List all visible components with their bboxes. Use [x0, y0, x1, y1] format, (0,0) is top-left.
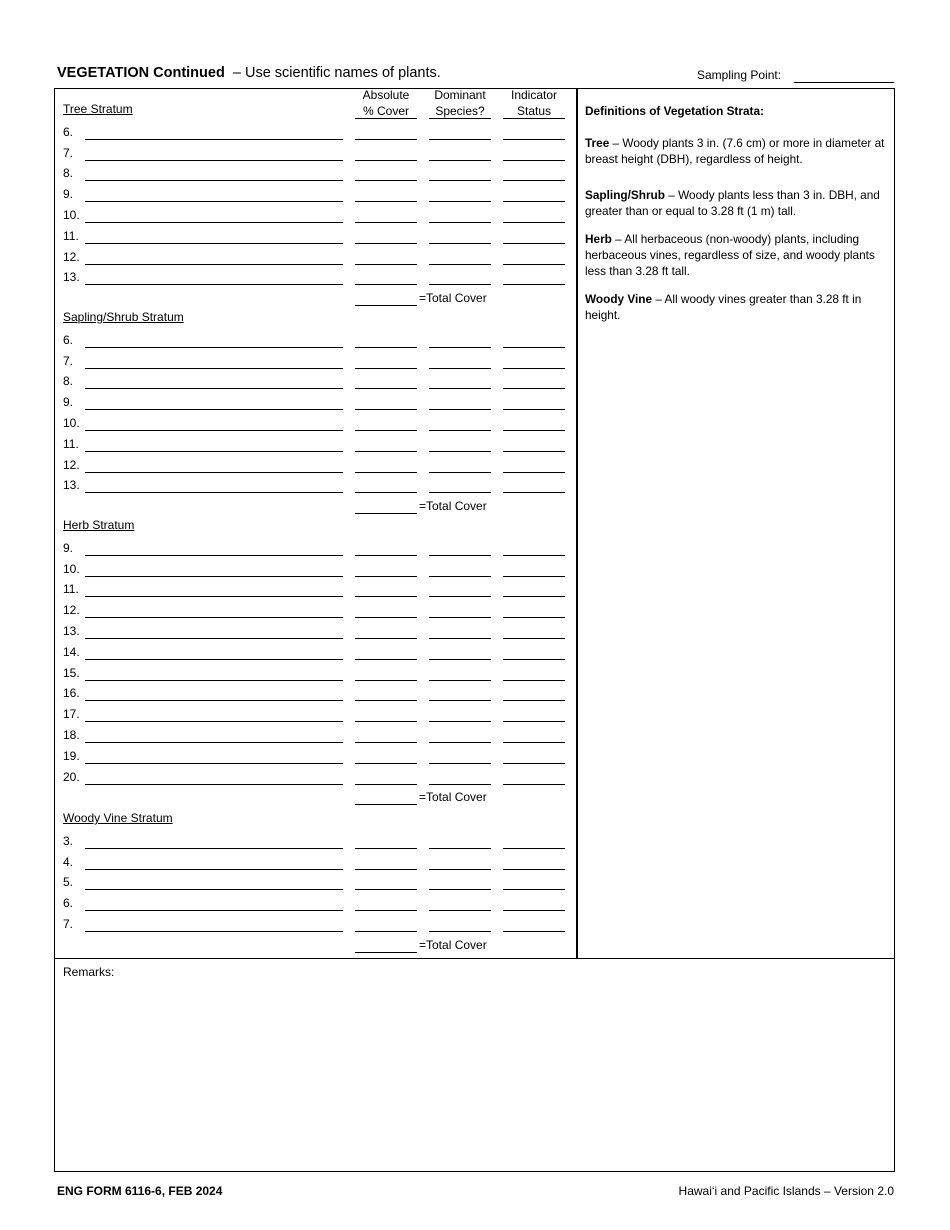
herb-row-number: 20.	[63, 769, 80, 784]
sapling-shrub-indicator-status-field[interactable]	[503, 368, 565, 369]
woody-vine-absolute-cover-field[interactable]	[355, 869, 417, 870]
herb-indicator-status-field[interactable]	[503, 638, 565, 639]
herb-absolute-cover-field[interactable]	[355, 638, 417, 639]
sapling-shrub-species-name-field[interactable]	[85, 347, 343, 348]
tree-dominant-species-field[interactable]	[429, 180, 491, 181]
tree-dominant-species-field[interactable]	[429, 264, 491, 265]
sapling-shrub-absolute-cover-field[interactable]	[355, 368, 417, 369]
header-dominant-species-line1: Dominant	[434, 88, 486, 102]
woody-vine-species-name-field[interactable]	[85, 910, 343, 911]
sapling-shrub-absolute-cover-field[interactable]	[355, 492, 417, 493]
sapling-shrub-dominant-species-field[interactable]	[429, 430, 491, 431]
herb-total-cover-field[interactable]	[355, 804, 417, 805]
definition-sapling-shrub-term: Sapling/Shrub	[585, 188, 665, 202]
tree-total-cover-field[interactable]	[355, 305, 417, 306]
tree-species-name-field[interactable]	[85, 243, 343, 244]
page-title-bold: VEGETATION Continued	[57, 65, 225, 81]
sapling-shrub-dominant-species-field[interactable]	[429, 347, 491, 348]
tree-species-name-field[interactable]	[85, 160, 343, 161]
herb-species-name-field[interactable]	[85, 638, 343, 639]
sapling-shrub-absolute-cover-field[interactable]	[355, 388, 417, 389]
tree-indicator-status-field[interactable]	[503, 264, 565, 265]
tree-row-number: 11.	[63, 228, 79, 243]
tree-species-name-field[interactable]	[85, 201, 343, 202]
woody-vine-row-number: 7.	[63, 917, 74, 931]
sapling-shrub-dominant-species-field[interactable]	[429, 472, 491, 473]
tree-species-name-field[interactable]	[85, 139, 343, 140]
tree-indicator-status-field[interactable]	[503, 180, 565, 181]
herb-dominant-species-field[interactable]	[429, 596, 491, 597]
woody-vine-species-name-field[interactable]	[85, 869, 343, 870]
tree-species-name-field[interactable]	[85, 180, 343, 181]
tree-indicator-status-field[interactable]	[503, 243, 565, 244]
sapling-shrub-indicator-status-field[interactable]	[503, 472, 565, 473]
herb-species-name-field[interactable]	[85, 555, 343, 556]
herb-absolute-cover-field[interactable]	[355, 596, 417, 597]
sapling-shrub-species-name-field[interactable]	[85, 492, 343, 493]
herb-row-number: 13.	[63, 624, 80, 638]
woody-vine-indicator-status-field[interactable]	[503, 910, 565, 911]
sapling-shrub-row-number: 8.	[63, 374, 74, 389]
herb-absolute-cover-field[interactable]	[355, 763, 417, 764]
herb-indicator-status-field[interactable]	[503, 596, 565, 597]
herb-row-number: 11.	[63, 582, 79, 597]
herb-indicator-status-field[interactable]	[503, 742, 565, 743]
herb-row-number: 19.	[63, 748, 80, 763]
definition-sapling-shrub-text: – Woody plants less than 3 in. DBH, and greater than or equal to 3.28 ft (1 m) tall.	[585, 188, 880, 218]
herb-row-number: 16.	[63, 686, 80, 701]
sapling-shrub-dominant-species-field[interactable]	[429, 492, 491, 493]
tree-row-number: 10.	[63, 208, 80, 222]
tree-total-cover-label: =Total Cover	[419, 291, 487, 306]
tree-species-name-field[interactable]	[85, 284, 343, 285]
sapling-shrub-indicator-status-field[interactable]	[503, 492, 565, 493]
header-indicator-status-line1: Indicator	[510, 88, 558, 102]
herb-species-name-field[interactable]	[85, 617, 343, 618]
sapling-shrub-absolute-cover-field[interactable]	[355, 472, 417, 473]
herb-indicator-status-field[interactable]	[503, 721, 565, 722]
herb-dominant-species-field[interactable]	[429, 555, 491, 556]
woody-vine-dominant-species-field[interactable]	[429, 931, 491, 932]
sapling-shrub-absolute-cover-field[interactable]	[355, 430, 417, 431]
herb-dominant-species-field[interactable]	[429, 617, 491, 618]
herb-stratum-title: Herb Stratum	[63, 518, 135, 532]
woody-vine-row-number: 4.	[63, 854, 74, 869]
herb-absolute-cover-field[interactable]	[355, 700, 417, 701]
tree-dominant-species-field[interactable]	[429, 222, 491, 223]
header-absolute-cover	[355, 87, 417, 119]
header-absolute-cover-line1: Absolute	[362, 88, 410, 102]
sapling-shrub-indicator-status-field[interactable]	[503, 347, 565, 348]
herb-indicator-status-field[interactable]	[503, 576, 565, 577]
tree-dominant-species-field[interactable]	[429, 243, 491, 244]
tree-row-number: 13.	[63, 270, 80, 285]
herb-dominant-species-field[interactable]	[429, 680, 491, 681]
definition-herb-term: Herb	[585, 232, 612, 246]
tree-indicator-status-field[interactable]	[503, 139, 565, 140]
tree-dominant-species-field[interactable]	[429, 201, 491, 202]
herb-absolute-cover-field[interactable]	[355, 742, 417, 743]
definition-tree-text: – Woody plants 3 in. (7.6 cm) or more in diameter at breast height (DBH), regardless of height.	[585, 136, 885, 166]
sapling-shrub-stratum-title: Sapling/Shrub Stratum	[63, 310, 184, 324]
tree-absolute-cover-field[interactable]	[355, 160, 417, 161]
sampling-point-field[interactable]	[794, 82, 894, 83]
remarks-divider	[54, 958, 895, 959]
sampling-point-label: Sampling Point:	[697, 68, 782, 82]
tree-species-name-field[interactable]	[85, 222, 343, 223]
herb-indicator-status-field[interactable]	[503, 680, 565, 681]
header-absolute-cover-rule	[355, 118, 417, 119]
herb-indicator-status-field[interactable]	[503, 700, 565, 701]
herb-absolute-cover-field[interactable]	[355, 576, 417, 577]
tree-dominant-species-field[interactable]	[429, 160, 491, 161]
definition-herb-text: – All herbaceous (non-woody) plants, including herbaceous vines, regardless of size, and woody plants less than 3.28 ft tall.	[585, 232, 875, 278]
herb-dominant-species-field[interactable]	[429, 763, 491, 764]
herb-row-number: 12.	[63, 603, 80, 618]
tree-indicator-status-field[interactable]	[503, 160, 565, 161]
form-id: ENG FORM 6116-6, FEB 2024	[57, 1184, 223, 1198]
herb-dominant-species-field[interactable]	[429, 742, 491, 743]
herb-dominant-species-field[interactable]	[429, 721, 491, 722]
sapling-shrub-row-number: 7.	[63, 353, 74, 368]
tree-absolute-cover-field[interactable]	[355, 222, 417, 223]
page-title	[57, 65, 441, 81]
woody-vine-dominant-species-field[interactable]	[429, 910, 491, 911]
header-indicator-status-rule	[503, 118, 565, 119]
sapling-shrub-row-number: 11.	[63, 436, 79, 451]
header-indicator-status-line2: Status	[516, 104, 552, 118]
header-dominant-species-line2: Species?	[435, 104, 485, 118]
remarks-label: Remarks:	[63, 965, 115, 979]
sapling-shrub-indicator-status-field[interactable]	[503, 388, 565, 389]
woody-vine-absolute-cover-field[interactable]	[355, 931, 417, 932]
definition-tree	[585, 135, 897, 167]
woody-vine-indicator-status-field[interactable]	[503, 848, 565, 849]
sapling-shrub-absolute-cover-field[interactable]	[355, 451, 417, 452]
herb-species-name-field[interactable]	[85, 721, 343, 722]
tree-absolute-cover-field[interactable]	[355, 284, 417, 285]
herb-species-name-field[interactable]	[85, 659, 343, 660]
tree-dominant-species-field[interactable]	[429, 284, 491, 285]
tree-indicator-status-field[interactable]	[503, 284, 565, 285]
herb-species-name-field[interactable]	[85, 596, 343, 597]
herb-dominant-species-field[interactable]	[429, 659, 491, 660]
herb-species-name-field[interactable]	[85, 576, 343, 577]
sapling-shrub-dominant-species-field[interactable]	[429, 368, 491, 369]
woody-vine-species-name-field[interactable]	[85, 889, 343, 890]
tree-dominant-species-field[interactable]	[429, 139, 491, 140]
herb-row-number: 9.	[63, 540, 74, 555]
sapling-shrub-total-cover-label: =Total Cover	[419, 499, 487, 514]
herb-species-name-field[interactable]	[85, 680, 343, 681]
definition-sapling-shrub	[585, 187, 897, 219]
herb-indicator-status-field[interactable]	[503, 784, 565, 785]
woody-vine-dominant-species-field[interactable]	[429, 889, 491, 890]
herb-dominant-species-field[interactable]	[429, 700, 491, 701]
woody-vine-stratum-title: Woody Vine Stratum	[63, 811, 173, 825]
sapling-shrub-row-number: 6.	[63, 332, 74, 347]
header-dominant-species	[429, 87, 491, 119]
woody-vine-absolute-cover-field[interactable]	[355, 910, 417, 911]
woody-vine-indicator-status-field[interactable]	[503, 931, 565, 932]
header-indicator-status	[503, 87, 565, 119]
sapling-shrub-row-number: 13.	[63, 478, 80, 493]
definitions-heading	[585, 103, 897, 119]
herb-absolute-cover-field[interactable]	[355, 659, 417, 660]
sapling-shrub-species-name-field[interactable]	[85, 472, 343, 473]
herb-indicator-status-field[interactable]	[503, 555, 565, 556]
sapling-shrub-row-number: 9.	[63, 395, 74, 410]
herb-species-name-field[interactable]	[85, 784, 343, 785]
woody-vine-dominant-species-field[interactable]	[429, 848, 491, 849]
woody-vine-row-number: 3.	[63, 833, 74, 848]
woody-vine-indicator-status-field[interactable]	[503, 889, 565, 890]
tree-row-number: 8.	[63, 166, 74, 181]
sapling-shrub-dominant-species-field[interactable]	[429, 409, 491, 410]
herb-indicator-status-field[interactable]	[503, 659, 565, 660]
tree-absolute-cover-field[interactable]	[355, 139, 417, 140]
herb-row-number: 18.	[63, 728, 80, 742]
sapling-shrub-dominant-species-field[interactable]	[429, 451, 491, 452]
herb-species-name-field[interactable]	[85, 700, 343, 701]
herb-total-cover-label: =Total Cover	[419, 790, 487, 805]
column-divider	[576, 88, 578, 959]
tree-row-number: 6.	[63, 124, 74, 139]
sapling-shrub-indicator-status-field[interactable]	[503, 451, 565, 452]
herb-species-name-field[interactable]	[85, 742, 343, 743]
sapling-shrub-species-name-field[interactable]	[85, 430, 343, 431]
tree-row-number: 7.	[63, 145, 74, 160]
sapling-shrub-dominant-species-field[interactable]	[429, 388, 491, 389]
woody-vine-species-name-field[interactable]	[85, 848, 343, 849]
sapling-shrub-row-number: 10.	[63, 416, 80, 430]
tree-row-number: 9.	[63, 187, 74, 202]
herb-dominant-species-field[interactable]	[429, 576, 491, 577]
sapling-shrub-row-number: 12.	[63, 457, 80, 472]
herb-absolute-cover-field[interactable]	[355, 721, 417, 722]
herb-absolute-cover-field[interactable]	[355, 784, 417, 785]
definition-tree-term: Tree	[585, 136, 610, 150]
woody-vine-absolute-cover-field[interactable]	[355, 889, 417, 890]
woody-vine-total-cover-label: =Total Cover	[419, 937, 487, 952]
tree-indicator-status-field[interactable]	[503, 222, 565, 223]
sapling-shrub-absolute-cover-field[interactable]	[355, 409, 417, 410]
definition-woody-vine-text: – All woody vines greater than 3.28 ft in height.	[585, 292, 862, 322]
herb-dominant-species-field[interactable]	[429, 638, 491, 639]
definition-herb	[585, 231, 897, 279]
woody-vine-row-number: 6.	[63, 896, 74, 911]
region-version: Hawai‘i and Pacific Islands – Version 2.0	[678, 1184, 894, 1198]
herb-absolute-cover-field[interactable]	[355, 680, 417, 681]
tree-absolute-cover-field[interactable]	[355, 180, 417, 181]
tree-species-name-field[interactable]	[85, 264, 343, 265]
tree-indicator-status-field[interactable]	[503, 201, 565, 202]
definitions-heading-text: Definitions of Vegetation Strata:	[585, 104, 764, 118]
sapling-shrub-species-name-field[interactable]	[85, 451, 343, 452]
header-absolute-cover-line2: % Cover	[362, 104, 409, 118]
sapling-shrub-indicator-status-field[interactable]	[503, 409, 565, 410]
woody-vine-dominant-species-field[interactable]	[429, 869, 491, 870]
sapling-shrub-species-name-field[interactable]	[85, 409, 343, 410]
herb-dominant-species-field[interactable]	[429, 784, 491, 785]
herb-row-number: 17.	[63, 707, 80, 722]
woody-vine-total-cover-field[interactable]	[355, 952, 417, 953]
header-dominant-species-rule	[429, 118, 491, 119]
sapling-shrub-absolute-cover-field[interactable]	[355, 347, 417, 348]
herb-absolute-cover-field[interactable]	[355, 617, 417, 618]
tree-absolute-cover-field[interactable]	[355, 201, 417, 202]
woody-vine-absolute-cover-field[interactable]	[355, 848, 417, 849]
definition-woody-vine	[585, 291, 897, 323]
tree-stratum-title: Tree Stratum	[63, 102, 133, 116]
tree-absolute-cover-field[interactable]	[355, 243, 417, 244]
woody-vine-indicator-status-field[interactable]	[503, 869, 565, 870]
herb-species-name-field[interactable]	[85, 763, 343, 764]
woody-vine-row-number: 5.	[63, 875, 74, 890]
herb-row-number: 10.	[63, 561, 80, 576]
sapling-shrub-total-cover-field[interactable]	[355, 513, 417, 514]
sapling-shrub-species-name-field[interactable]	[85, 368, 343, 369]
herb-indicator-status-field[interactable]	[503, 617, 565, 618]
definition-woody-vine-term: Woody Vine	[585, 292, 653, 306]
woody-vine-species-name-field[interactable]	[85, 931, 343, 932]
tree-absolute-cover-field[interactable]	[355, 264, 417, 265]
herb-indicator-status-field[interactable]	[503, 763, 565, 764]
herb-row-number: 14.	[63, 644, 80, 659]
herb-row-number: 15.	[63, 665, 80, 680]
page-title-instruction: – Use scientific names of plants.	[232, 65, 441, 81]
sapling-shrub-species-name-field[interactable]	[85, 388, 343, 389]
herb-absolute-cover-field[interactable]	[355, 555, 417, 556]
tree-row-number: 12.	[63, 249, 80, 264]
sapling-shrub-indicator-status-field[interactable]	[503, 430, 565, 431]
